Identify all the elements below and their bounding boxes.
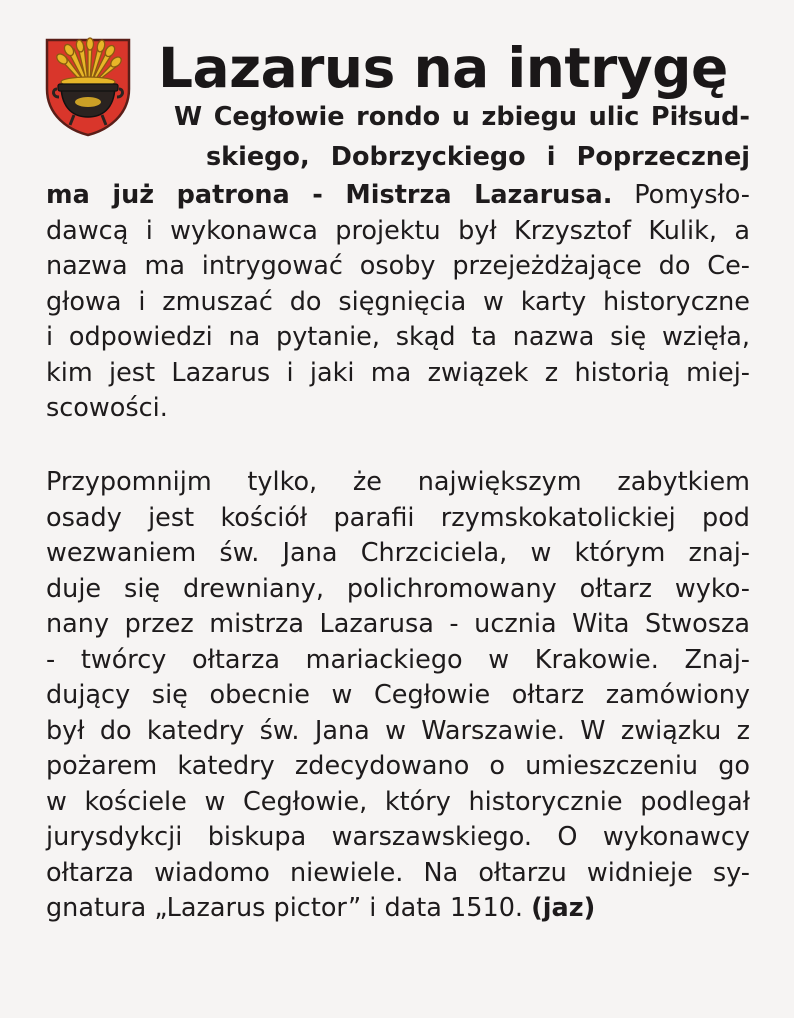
lead-line-2: skiego, Dobrzyckiego i Poprzecznej <box>206 142 750 172</box>
paragraph-1-line: scowości. <box>46 393 168 423</box>
paragraph-2-last-line <box>46 891 750 927</box>
paragraph-1-line: nazwa ma intrygować osoby przejeżdżające do Ce- <box>46 251 750 281</box>
lead-line-3: ma już patrona - Mistrza Lazarusa. <box>46 180 613 210</box>
author-signature: (jaz) <box>531 893 596 923</box>
paragraph-2 <box>46 465 750 927</box>
paragraph-2-line: ołtarza wiadomo niewiele. Na ołtarzu widnieje sy- <box>46 857 750 888</box>
paragraph-2-line: pożarem katedry zdecydowano o umieszczeniu go <box>46 751 750 781</box>
paragraph-2-line: był do katedry św. Jana w Warszawie. W związku z <box>46 715 750 746</box>
paragraph-2-line: jurysdykcji biskupa warszawskiego. O wykonawcy <box>46 822 750 852</box>
paragraph-2-line: duje się drewniany, polichromowany ołtarz wyko- <box>46 573 750 604</box>
paragraph-2-last-text: gnatura „Lazarus pictor” i data 1510. <box>46 893 524 923</box>
paragraph-2-line: wezwaniem św. Jana Chrzciciela, w którym znaj- <box>46 538 750 568</box>
paragraph-2-line: Przypomnijm tylko, że największym zabytkiem <box>46 467 750 497</box>
paragraph-2-line: osady jest kościół parafii rzymskokatolickiej pod <box>46 502 750 533</box>
paragraph-2-line: w kościele w Cegłowie, który historycznie podlegał <box>46 786 750 817</box>
paragraph-1-line: dawcą i wykonawca projektu był Krzysztof Kulik, a <box>46 215 750 246</box>
paragraph-1-line: i odpowiedzi na pytanie, skąd ta nazwa się wzięła, <box>46 322 750 352</box>
paragraph-1-line: kim jest Lazarus i jaki ma związek z historią miej- <box>46 357 750 388</box>
paragraph-1-line <box>46 178 750 214</box>
paragraph-1-line: głowa i zmuszać do sięgnięcia w karty historyczne <box>46 286 750 317</box>
paragraph-2-line: nany przez mistrza Lazarusa - ucznia Wita Stwosza <box>46 609 750 639</box>
paragraph-2-line: dujący się obecnie w Cegłowie ołtarz zamówiony <box>46 680 750 710</box>
coat-of-arms-icon <box>44 37 132 137</box>
lead-line-1: W Cegłowie rondo u zbiegu ulic Piłsud- <box>174 102 750 132</box>
paragraph-1 <box>46 178 750 427</box>
paragraph-1-first-rest: Pomysło- <box>634 180 751 210</box>
paragraph-2-line: - twórcy ołtarza mariackiego w Krakowie. Znaj- <box>46 644 750 675</box>
article-title: Lazarus na intrygę <box>158 36 728 100</box>
